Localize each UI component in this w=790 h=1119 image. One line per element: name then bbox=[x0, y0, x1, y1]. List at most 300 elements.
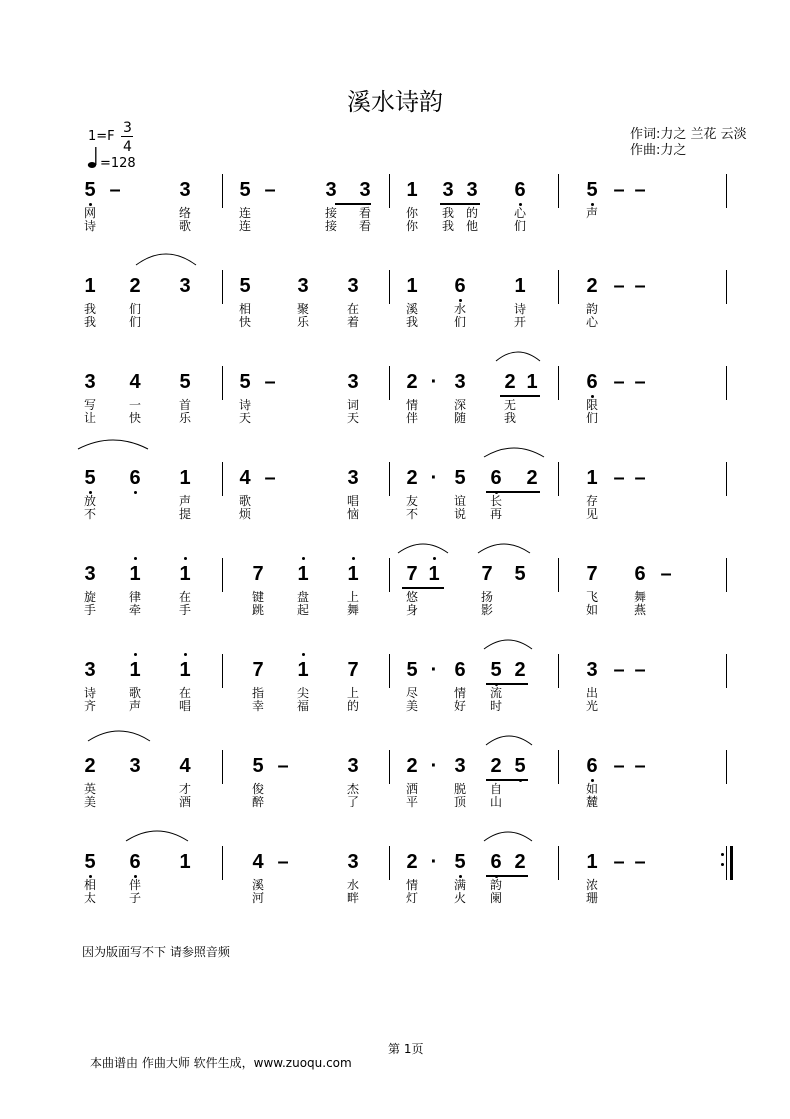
lyric-syllable: 的 bbox=[346, 699, 359, 713]
lyric-syllable: 旋 bbox=[83, 590, 96, 604]
slur-arc bbox=[88, 731, 150, 741]
time-signature-denominator: 4 bbox=[123, 139, 132, 155]
lyric-syllable: 接 bbox=[324, 219, 337, 233]
lyric-syllable: 跳 bbox=[251, 603, 264, 617]
lyric-syllable: 首 bbox=[178, 398, 191, 412]
lyric-syllable: 满 bbox=[453, 878, 466, 892]
note: 4 bbox=[129, 371, 141, 393]
note: 7 bbox=[586, 563, 598, 585]
slur-arc bbox=[484, 832, 532, 841]
footer-note: 因为版面写不下 请参照音频 bbox=[82, 945, 230, 959]
lyric-syllable: 河 bbox=[251, 891, 264, 905]
note: 6 bbox=[454, 659, 466, 681]
lyric-syllable: 燕 bbox=[633, 603, 646, 617]
lyric-syllable: 出 bbox=[585, 686, 598, 700]
note: 7 bbox=[252, 563, 264, 585]
note: 7 bbox=[406, 563, 418, 585]
lyric-syllable: 看 bbox=[358, 219, 371, 233]
note: 1 bbox=[179, 659, 191, 681]
lyric-syllable: 盘 bbox=[296, 590, 309, 604]
bar-line bbox=[726, 846, 727, 880]
note: 5 bbox=[586, 179, 598, 201]
bar-line bbox=[222, 462, 223, 496]
lyric-syllable: 悠 bbox=[405, 590, 418, 604]
repeat-dot bbox=[721, 863, 724, 866]
lyric-syllable: 提 bbox=[178, 507, 191, 521]
dot-symbol: · bbox=[430, 755, 438, 777]
bar-line bbox=[222, 366, 223, 400]
note: 1 bbox=[406, 275, 418, 297]
lyric-syllable: 声 bbox=[128, 699, 141, 713]
octave-dot-above bbox=[184, 653, 187, 656]
lyric-syllable: 限 bbox=[585, 398, 598, 412]
note: 3 bbox=[347, 275, 359, 297]
note: 7 bbox=[252, 659, 264, 681]
note: 6 bbox=[454, 275, 466, 297]
lyric-syllable: 我 bbox=[503, 411, 516, 425]
dash-symbol: – bbox=[613, 275, 625, 297]
lyric-syllable: 情 bbox=[405, 398, 418, 412]
lyric-syllable: 接 bbox=[324, 206, 337, 220]
lyric-syllable: 飞 bbox=[585, 590, 598, 604]
octave-dot-above bbox=[302, 653, 305, 656]
lyric-syllable: 相 bbox=[238, 302, 251, 316]
note: 3 bbox=[347, 467, 359, 489]
note: 6 bbox=[129, 851, 141, 873]
note: 5 bbox=[490, 659, 502, 681]
lyric-syllable: 我 bbox=[405, 315, 418, 329]
note: 1 bbox=[514, 275, 526, 297]
lyric-syllable: 美 bbox=[405, 699, 418, 713]
bar-line bbox=[558, 846, 559, 880]
bar-line bbox=[389, 846, 390, 880]
lyric-syllable: 身 bbox=[405, 603, 418, 617]
lyric-syllable: 天 bbox=[238, 411, 251, 425]
lyric-syllable: 让 bbox=[83, 411, 96, 425]
note: 1 bbox=[347, 563, 359, 585]
lyric-syllable: 杰 bbox=[346, 782, 359, 796]
bar-line bbox=[726, 462, 727, 496]
lyric-syllable: 伴 bbox=[128, 878, 141, 892]
lyric-syllable: 声 bbox=[178, 494, 191, 508]
time-signature-numerator: 3 bbox=[123, 120, 132, 136]
lyric-syllable: 在 bbox=[178, 686, 191, 700]
dash-symbol: – bbox=[634, 659, 646, 681]
tempo-marking: =128 bbox=[100, 156, 136, 171]
bar-line bbox=[726, 750, 727, 784]
lyric-syllable: 们 bbox=[128, 302, 141, 316]
octave-dot-above bbox=[352, 557, 355, 560]
lyric-syllable: 麓 bbox=[585, 795, 598, 809]
note: 3 bbox=[84, 659, 96, 681]
note: 1 bbox=[586, 851, 598, 873]
beam-underline bbox=[335, 203, 371, 205]
note: 6 bbox=[490, 851, 502, 873]
lyric-syllable: 太 bbox=[83, 891, 96, 905]
slur-arc bbox=[398, 544, 448, 553]
dash-symbol: – bbox=[634, 371, 646, 393]
note: 5 bbox=[454, 851, 466, 873]
lyric-syllable: 珊 bbox=[585, 891, 598, 905]
note: 7 bbox=[481, 563, 493, 585]
lyric-syllable: 上 bbox=[346, 686, 359, 700]
dash-symbol: – bbox=[277, 851, 289, 873]
lyric-syllable: 幸 bbox=[251, 699, 264, 713]
slur-arc bbox=[126, 831, 188, 841]
note: 5 bbox=[84, 851, 96, 873]
note: 4 bbox=[239, 467, 251, 489]
lyric-syllable: 聚 bbox=[296, 302, 309, 316]
lyric-syllable: 如 bbox=[585, 603, 598, 617]
bar-line bbox=[389, 654, 390, 688]
note: 3 bbox=[297, 275, 309, 297]
lyric-syllable: 平 bbox=[405, 795, 418, 809]
lyric-syllable: 自 bbox=[489, 782, 502, 796]
octave-dot-above bbox=[302, 557, 305, 560]
lyric-syllable: 见 bbox=[585, 507, 598, 521]
note: 5 bbox=[514, 755, 526, 777]
lyric-syllable: 声 bbox=[585, 206, 598, 220]
lyric-syllable: 词 bbox=[346, 398, 359, 412]
repeat-dot bbox=[721, 853, 724, 856]
note: 1 bbox=[406, 179, 418, 201]
note: 1 bbox=[179, 563, 191, 585]
lyric-syllable: 起 bbox=[296, 603, 309, 617]
lyric-syllable: 连 bbox=[238, 219, 251, 233]
dash-symbol: – bbox=[277, 755, 289, 777]
bar-line bbox=[726, 366, 727, 400]
bar-line bbox=[389, 750, 390, 784]
octave-dot-above bbox=[134, 653, 137, 656]
lyric-syllable: 放 bbox=[83, 494, 96, 508]
lyric-syllable: 山 bbox=[489, 795, 502, 809]
note: 6 bbox=[586, 371, 598, 393]
note: 5 bbox=[84, 179, 96, 201]
bar-line bbox=[222, 270, 223, 304]
note: 5 bbox=[406, 659, 418, 681]
note: 3 bbox=[347, 755, 359, 777]
lyric-syllable: 心 bbox=[585, 315, 598, 329]
bar-line bbox=[558, 654, 559, 688]
octave-dot-above bbox=[184, 557, 187, 560]
lyric-syllable: 快 bbox=[238, 315, 251, 329]
dot-symbol: · bbox=[430, 851, 438, 873]
lyric-syllable: 唱 bbox=[178, 699, 191, 713]
beam-underline bbox=[486, 779, 528, 781]
bar-line bbox=[222, 750, 223, 784]
note: 2 bbox=[504, 371, 516, 393]
bar-line bbox=[389, 558, 390, 592]
quarter-note-icon bbox=[86, 146, 100, 170]
lyric-syllable: 俊 bbox=[251, 782, 264, 796]
lyric-syllable: 唱 bbox=[346, 494, 359, 508]
lyric-syllable: 手 bbox=[178, 603, 191, 617]
bar-line bbox=[558, 558, 559, 592]
lyric-syllable: 如 bbox=[585, 782, 598, 796]
bar-line bbox=[389, 174, 390, 208]
note: 5 bbox=[252, 755, 264, 777]
time-signature-line bbox=[121, 136, 133, 137]
note: 2 bbox=[406, 851, 418, 873]
note: 1 bbox=[586, 467, 598, 489]
lyric-syllable: 才 bbox=[178, 782, 191, 796]
bar-line bbox=[222, 174, 223, 208]
composer-credit: 作曲:力之 bbox=[630, 143, 687, 158]
lyric-syllable: 舞 bbox=[633, 590, 646, 604]
lyric-syllable: 律 bbox=[128, 590, 141, 604]
lyric-syllable: 美 bbox=[83, 795, 96, 809]
lyric-syllable: 齐 bbox=[83, 699, 96, 713]
lyric-syllable: 着 bbox=[346, 315, 359, 329]
lyric-syllable: 诗 bbox=[83, 219, 96, 233]
beam-underline bbox=[402, 587, 444, 589]
lyricist-credit: 作词:力之 兰花 云淡 bbox=[630, 127, 747, 142]
lyric-syllable: 随 bbox=[453, 411, 466, 425]
song-title: 溪水诗韵 bbox=[347, 88, 443, 116]
bar-line bbox=[389, 270, 390, 304]
note: 3 bbox=[84, 371, 96, 393]
slur-arc bbox=[484, 640, 532, 649]
note: 2 bbox=[84, 755, 96, 777]
note: 3 bbox=[347, 851, 359, 873]
dash-symbol: – bbox=[634, 467, 646, 489]
lyric-syllable: 英 bbox=[83, 782, 96, 796]
note: 5 bbox=[84, 467, 96, 489]
octave-dot-above bbox=[134, 557, 137, 560]
note: 3 bbox=[454, 371, 466, 393]
dash-symbol: – bbox=[613, 179, 625, 201]
lyric-syllable: 一 bbox=[128, 398, 141, 412]
note: 2 bbox=[406, 371, 418, 393]
note: 3 bbox=[84, 563, 96, 585]
dash-symbol: – bbox=[613, 659, 625, 681]
lyric-syllable: 火 bbox=[453, 891, 466, 905]
beam-underline bbox=[486, 683, 528, 685]
lyric-syllable: 你 bbox=[405, 219, 418, 233]
note: 2 bbox=[490, 755, 502, 777]
note: 1 bbox=[179, 851, 191, 873]
final-bar-line bbox=[730, 846, 733, 880]
beam-underline bbox=[440, 203, 480, 205]
lyric-syllable: 连 bbox=[238, 206, 251, 220]
lyric-syllable: 福 bbox=[296, 699, 309, 713]
lyric-syllable: 尽 bbox=[405, 686, 418, 700]
key-signature: 1=F bbox=[88, 129, 115, 144]
lyric-syllable: 无 bbox=[503, 398, 516, 412]
lyric-syllable: 歌 bbox=[178, 219, 191, 233]
lyric-syllable: 情 bbox=[453, 686, 466, 700]
lyric-syllable: 韵 bbox=[489, 878, 502, 892]
lyric-syllable: 顶 bbox=[453, 795, 466, 809]
lyric-syllable: 好 bbox=[453, 699, 466, 713]
beam-underline bbox=[486, 491, 540, 493]
lyric-syllable: 们 bbox=[128, 315, 141, 329]
dash-symbol: – bbox=[264, 179, 276, 201]
bar-line bbox=[222, 846, 223, 880]
octave-dot-below bbox=[134, 491, 137, 494]
lyric-syllable: 在 bbox=[178, 590, 191, 604]
note: 6 bbox=[586, 755, 598, 777]
note: 1 bbox=[129, 659, 141, 681]
dash-symbol: – bbox=[613, 851, 625, 873]
lyric-syllable: 网 bbox=[83, 206, 96, 220]
note: 5 bbox=[179, 371, 191, 393]
bar-line bbox=[726, 654, 727, 688]
lyric-syllable: 子 bbox=[128, 891, 141, 905]
lyric-syllable: 谊 bbox=[453, 494, 466, 508]
slur-arc bbox=[496, 352, 540, 361]
lyric-syllable: 深 bbox=[453, 398, 466, 412]
lyric-syllable: 歌 bbox=[238, 494, 251, 508]
lyric-syllable: 不 bbox=[405, 507, 418, 521]
note: 2 bbox=[406, 467, 418, 489]
bar-line bbox=[726, 558, 727, 592]
dash-symbol: – bbox=[109, 179, 121, 201]
note: 3 bbox=[347, 371, 359, 393]
dash-symbol: – bbox=[634, 179, 646, 201]
note: 3 bbox=[129, 755, 141, 777]
lyric-syllable: 手 bbox=[83, 603, 96, 617]
lyric-syllable: 酒 bbox=[178, 795, 191, 809]
lyric-syllable: 烦 bbox=[238, 507, 251, 521]
lyric-syllable: 乐 bbox=[178, 411, 191, 425]
note: 5 bbox=[239, 179, 251, 201]
lyric-syllable: 情 bbox=[405, 878, 418, 892]
lyric-syllable: 诗 bbox=[513, 302, 526, 316]
bar-line bbox=[726, 174, 727, 208]
lyric-syllable: 阑 bbox=[489, 891, 502, 905]
dash-symbol: – bbox=[634, 755, 646, 777]
lyric-syllable: 我 bbox=[83, 315, 96, 329]
lyric-syllable: 上 bbox=[346, 590, 359, 604]
lyric-syllable: 指 bbox=[251, 686, 264, 700]
octave-dot-above bbox=[433, 557, 436, 560]
note: 1 bbox=[428, 563, 440, 585]
note: 5 bbox=[239, 371, 251, 393]
lyric-syllable: 溪 bbox=[405, 302, 418, 316]
lyric-syllable: 存 bbox=[585, 494, 598, 508]
lyric-syllable: 洒 bbox=[405, 782, 418, 796]
bar-line bbox=[558, 270, 559, 304]
lyric-syllable: 们 bbox=[513, 219, 526, 233]
slur-arc bbox=[484, 448, 544, 457]
note: 1 bbox=[526, 371, 538, 393]
lyric-syllable: 畔 bbox=[346, 891, 359, 905]
lyric-syllable: 水 bbox=[453, 302, 466, 316]
note: 1 bbox=[129, 563, 141, 585]
note: 2 bbox=[514, 851, 526, 873]
lyric-syllable: 不 bbox=[83, 507, 96, 521]
lyric-syllable: 长 bbox=[489, 494, 502, 508]
lyric-syllable: 快 bbox=[128, 411, 141, 425]
lyric-syllable: 歌 bbox=[128, 686, 141, 700]
lyric-syllable: 说 bbox=[453, 507, 466, 521]
note: 6 bbox=[129, 467, 141, 489]
lyric-syllable: 诗 bbox=[83, 686, 96, 700]
slur-arc bbox=[78, 440, 148, 449]
note: 3 bbox=[325, 179, 337, 201]
beam-underline bbox=[500, 395, 540, 397]
note: 1 bbox=[297, 659, 309, 681]
lyric-syllable: 流 bbox=[489, 686, 502, 700]
lyric-syllable: 再 bbox=[489, 507, 502, 521]
note: 2 bbox=[586, 275, 598, 297]
bar-line bbox=[726, 270, 727, 304]
lyric-syllable: 心 bbox=[513, 206, 526, 220]
note: 1 bbox=[84, 275, 96, 297]
bar-line bbox=[558, 462, 559, 496]
lyric-syllable: 键 bbox=[251, 590, 264, 604]
lyric-syllable: 相 bbox=[83, 878, 96, 892]
note: 2 bbox=[129, 275, 141, 297]
lyric-syllable: 浓 bbox=[585, 878, 598, 892]
note: 5 bbox=[454, 467, 466, 489]
lyric-syllable: 在 bbox=[346, 302, 359, 316]
bar-line bbox=[558, 750, 559, 784]
dash-symbol: – bbox=[613, 467, 625, 489]
lyric-syllable: 扬 bbox=[480, 590, 493, 604]
bar-line bbox=[389, 462, 390, 496]
note: 1 bbox=[179, 467, 191, 489]
lyric-syllable: 时 bbox=[489, 699, 502, 713]
lyric-syllable: 他 bbox=[465, 219, 478, 233]
note: 3 bbox=[466, 179, 478, 201]
page-number: 第 1页 bbox=[388, 1042, 424, 1056]
dot-symbol: · bbox=[430, 467, 438, 489]
bar-line bbox=[389, 366, 390, 400]
note: 5 bbox=[239, 275, 251, 297]
lyric-syllable: 醉 bbox=[251, 795, 264, 809]
lyric-syllable: 了 bbox=[346, 795, 359, 809]
lyric-syllable: 们 bbox=[585, 411, 598, 425]
lyric-syllable: 写 bbox=[83, 398, 96, 412]
note: 5 bbox=[514, 563, 526, 585]
note: 3 bbox=[586, 659, 598, 681]
note: 3 bbox=[179, 275, 191, 297]
lyric-syllable: 天 bbox=[346, 411, 359, 425]
lyric-syllable: 水 bbox=[346, 878, 359, 892]
bar-line bbox=[222, 654, 223, 688]
slur-arc bbox=[136, 254, 196, 265]
lyric-syllable: 我 bbox=[83, 302, 96, 316]
lyric-syllable: 灯 bbox=[405, 891, 418, 905]
note: 7 bbox=[347, 659, 359, 681]
slur-arc bbox=[486, 736, 532, 745]
lyric-syllable: 开 bbox=[513, 315, 526, 329]
note: 4 bbox=[252, 851, 264, 873]
lyric-syllable: 脱 bbox=[453, 782, 466, 796]
lyric-syllable: 乐 bbox=[296, 315, 309, 329]
dash-symbol: – bbox=[660, 563, 672, 585]
lyric-syllable: 诗 bbox=[238, 398, 251, 412]
bar-line bbox=[558, 174, 559, 208]
dot-symbol: · bbox=[430, 371, 438, 393]
note: 2 bbox=[514, 659, 526, 681]
lyric-syllable: 我 bbox=[441, 206, 454, 220]
note: 3 bbox=[359, 179, 371, 201]
dash-symbol: – bbox=[264, 467, 276, 489]
dash-symbol: – bbox=[613, 755, 625, 777]
lyric-syllable: 牵 bbox=[128, 603, 141, 617]
note: 6 bbox=[514, 179, 526, 201]
lyric-syllable: 我 bbox=[441, 219, 454, 233]
lyric-syllable: 光 bbox=[585, 699, 598, 713]
dash-symbol: – bbox=[264, 371, 276, 393]
note: 2 bbox=[406, 755, 418, 777]
note: 3 bbox=[179, 179, 191, 201]
dot-symbol: · bbox=[430, 659, 438, 681]
note: 3 bbox=[454, 755, 466, 777]
